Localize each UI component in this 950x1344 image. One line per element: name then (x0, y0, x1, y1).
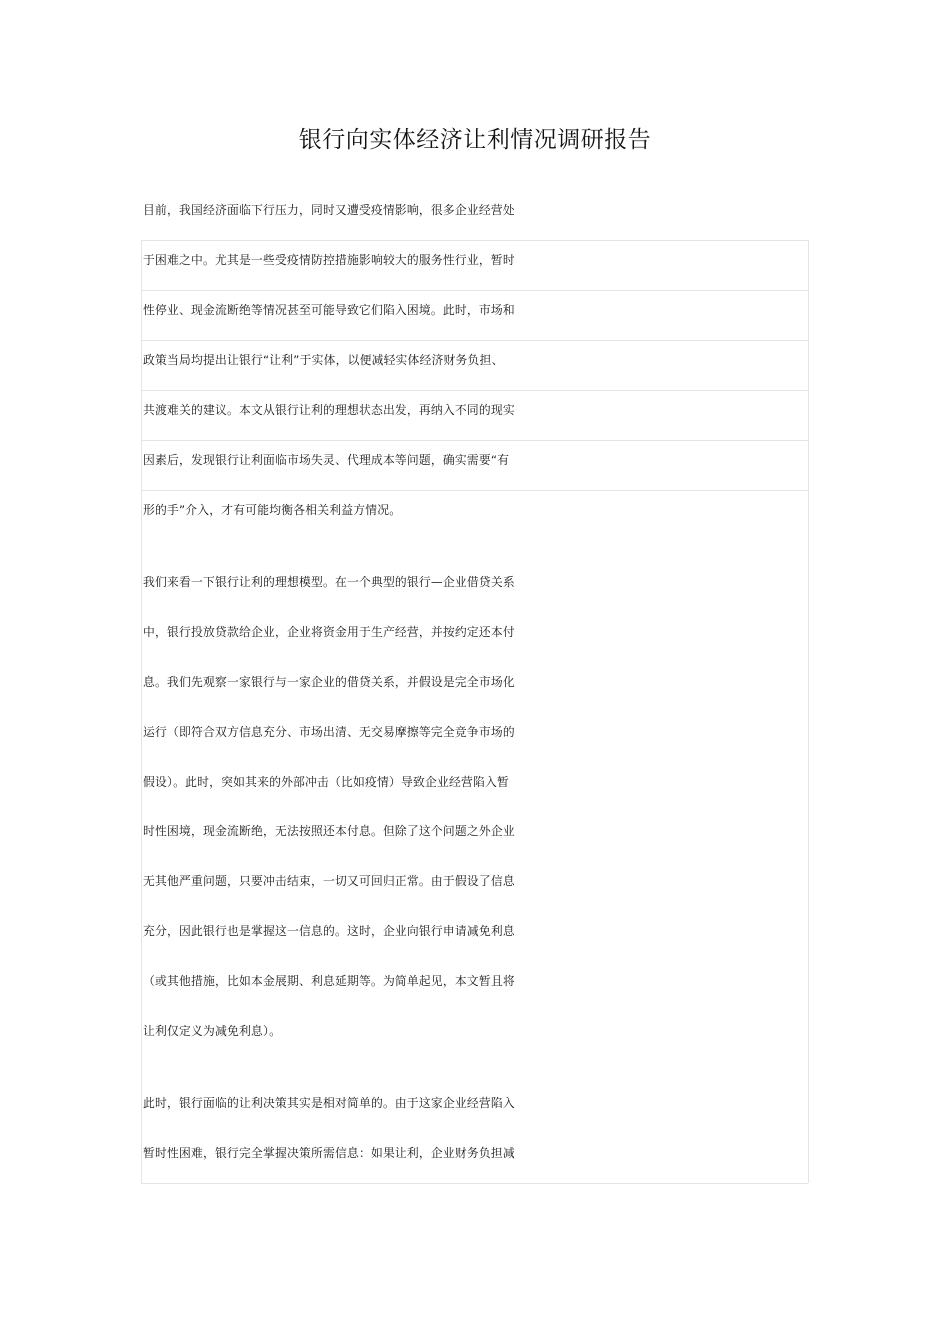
paragraph-2-line-1: 我们来看一下银行让利的理想模型。在一个典型的银行—企业借贷关系 (143, 575, 515, 589)
paragraph-1-line-5: 共渡难关的建议。本文从银行让利的理想状态出发，再纳入不同的现实 (143, 403, 515, 417)
divider (141, 340, 808, 341)
document-title: 银行向实体经济让利情况调研报告 (298, 127, 652, 153)
divider (141, 440, 808, 441)
paragraph-2-line-6: 时性困境，现金流断绝，无法按照还本付息。但除了这个问题之外企业 (143, 824, 515, 838)
paragraph-2-line-2: 中，银行投放贷款给企业，企业将资金用于生产经营，并按约定还本付 (143, 625, 515, 639)
paragraph-1-line-7: 形的手”介入，才有可能均衡各相关利益方情况。 (143, 503, 402, 517)
paragraph-2-line-4: 运行（即符合双方信息充分、市场出清、无交易摩擦等完全竞争市场的 (143, 725, 515, 739)
paragraph-1-line-2: 于困难之中。尤其是一些受疫情防控措施影响较大的服务性行业，暂时 (143, 253, 515, 267)
divider (141, 290, 808, 291)
paragraph-2-line-3: 息。我们先观察一家银行与一家企业的借贷关系，并假设是完全市场化 (143, 675, 515, 689)
paragraph-2-line-8: 充分，因此银行也是掌握这一信息的。这时，企业向银行申请减免利息 (143, 924, 515, 938)
paragraph-2-line-5: 假设）。此时，突如其来的外部冲击（比如疫情）导致企业经营陷入暂 (143, 775, 510, 789)
divider (141, 490, 808, 491)
divider (141, 240, 808, 241)
paragraph-2-line-10: 让利仅定义为减免利息）。 (143, 1024, 282, 1038)
paragraph-1-line-1: 目前，我国经济面临下行压力，同时又遭受疫情影响，很多企业经营处 (143, 203, 515, 217)
paragraph-2-line-9: （或其他措施，比如本金展期、利息延期等。为简单起见，本文暂且将 (143, 974, 515, 988)
paragraph-1-line-6: 因素后，发现银行让利面临市场失灵、代理成本等问题，确实需要“有 (143, 453, 510, 467)
paragraph-3-line-1: 此时，银行面临的让利决策其实是相对简单的。由于这家企业经营陷入 (143, 1096, 515, 1110)
divider (141, 1183, 808, 1184)
divider (141, 390, 808, 391)
paragraph-1-line-3: 性停业、现金流断绝等情况甚至可能导致它们陷入困境。此时，市场和 (143, 303, 515, 317)
paragraph-3-line-2: 暂时性困难，银行完全掌握决策所需信息：如果让利，企业财务负担减 (143, 1146, 515, 1160)
paragraph-2-line-7: 无其他严重问题，只要冲击结束，一切又可回归正常。由于假设了信息 (143, 874, 515, 888)
paragraph-1-line-4: 政策当局均提出让银行“让利”于实体，以便减轻实体经济财务负担、 (143, 353, 504, 367)
divider (141, 240, 142, 1183)
